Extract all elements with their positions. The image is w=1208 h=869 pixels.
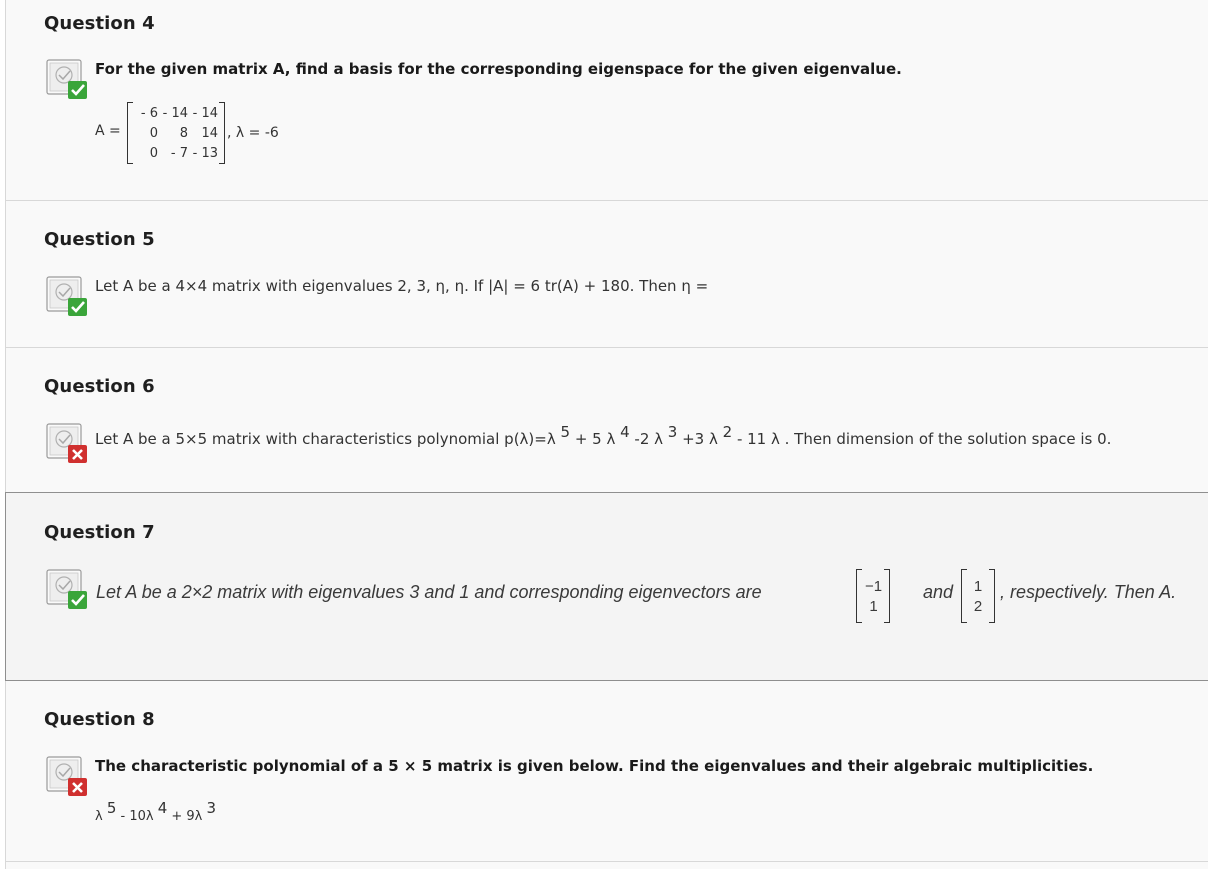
cross-icon xyxy=(46,754,90,798)
question-title: Question 8 xyxy=(44,709,155,730)
exponent: 5 xyxy=(106,799,117,817)
exponent: 4 xyxy=(157,799,168,817)
matrix-label: A = xyxy=(95,123,121,139)
prompt-tail: , respectively. Then A. xyxy=(1000,582,1177,602)
matrix-cell: 0 xyxy=(149,125,158,141)
matrix-a xyxy=(127,102,279,164)
question-prompt: Let A be a 2×2 matrix with eigenvalues 3 and 1 and corresponding eigenvectors are xyxy=(96,582,762,602)
prompt-text: +3 λ xyxy=(677,430,723,448)
vector-entry: 1 xyxy=(973,577,983,595)
question-title: Question 4 xyxy=(44,13,155,34)
eigenvector-1 xyxy=(856,569,890,623)
poly-text: + 9λ xyxy=(167,809,207,824)
question-5 xyxy=(6,201,1208,348)
quiz-page xyxy=(5,0,1208,869)
connector-text: and xyxy=(923,582,954,602)
matrix-cell: - 14 xyxy=(192,105,218,121)
poly-text: λ xyxy=(95,809,107,824)
question-6 xyxy=(6,348,1208,493)
question-title: Question 6 xyxy=(44,376,155,397)
check-icon xyxy=(46,57,90,101)
check-icon xyxy=(46,274,90,318)
prompt-text: - 11 λ . Then dimension of the solution space is 0. xyxy=(732,430,1112,448)
vector-entry: −1 xyxy=(865,577,883,595)
matrix-cell: - 13 xyxy=(192,145,218,161)
exponent: 3 xyxy=(206,799,217,817)
question-prompt: The characteristic polynomial of a 5 × 5 matrix is given below. Find the eigenvalues and their algebraic multiplicities. xyxy=(95,757,1094,775)
exponent: 3 xyxy=(667,423,678,441)
exponent: 4 xyxy=(620,423,630,441)
question-title: Question 7 xyxy=(44,522,155,543)
exponent: 2 xyxy=(722,423,733,441)
prompt-text: + 5 λ xyxy=(570,430,621,448)
characteristic-polynomial xyxy=(95,799,217,824)
check-icon xyxy=(46,567,90,611)
exponent: 5 xyxy=(560,423,571,441)
matrix-cell: - 7 xyxy=(170,145,188,161)
prompt-text: -2 λ xyxy=(629,430,668,448)
eigenvector-2 xyxy=(961,569,995,623)
question-7[interactable] xyxy=(5,492,1208,681)
question-prompt xyxy=(95,423,1112,448)
question-4 xyxy=(6,0,1208,201)
cross-icon xyxy=(46,421,90,465)
question-prompt: For the given matrix A, find a basis for the corresponding eigenspace for the given eigenvalue. xyxy=(95,60,902,78)
matrix-cell: 14 xyxy=(201,125,218,141)
matrix-cell: 0 xyxy=(149,145,158,161)
matrix-cell: 8 xyxy=(179,125,188,141)
eigenvalue-label: , λ = -6 xyxy=(227,125,279,141)
question-8 xyxy=(6,681,1208,862)
matrix-cell: - 14 xyxy=(162,105,188,121)
question-prompt: Let A be a 4×4 matrix with eigenvalues 2, 3, η, η. If |A| = 6 tr(A) + 180. Then η = xyxy=(95,277,709,295)
vector-entry: 1 xyxy=(869,597,878,615)
poly-text: - 10λ xyxy=(116,809,158,824)
prompt-text: Let A be a 5×5 matrix with characteristics polynomial p(λ)=λ xyxy=(95,430,561,448)
vector-entry: 2 xyxy=(973,597,983,615)
matrix-cell: - 6 xyxy=(140,105,158,121)
question-title: Question 5 xyxy=(44,229,155,250)
